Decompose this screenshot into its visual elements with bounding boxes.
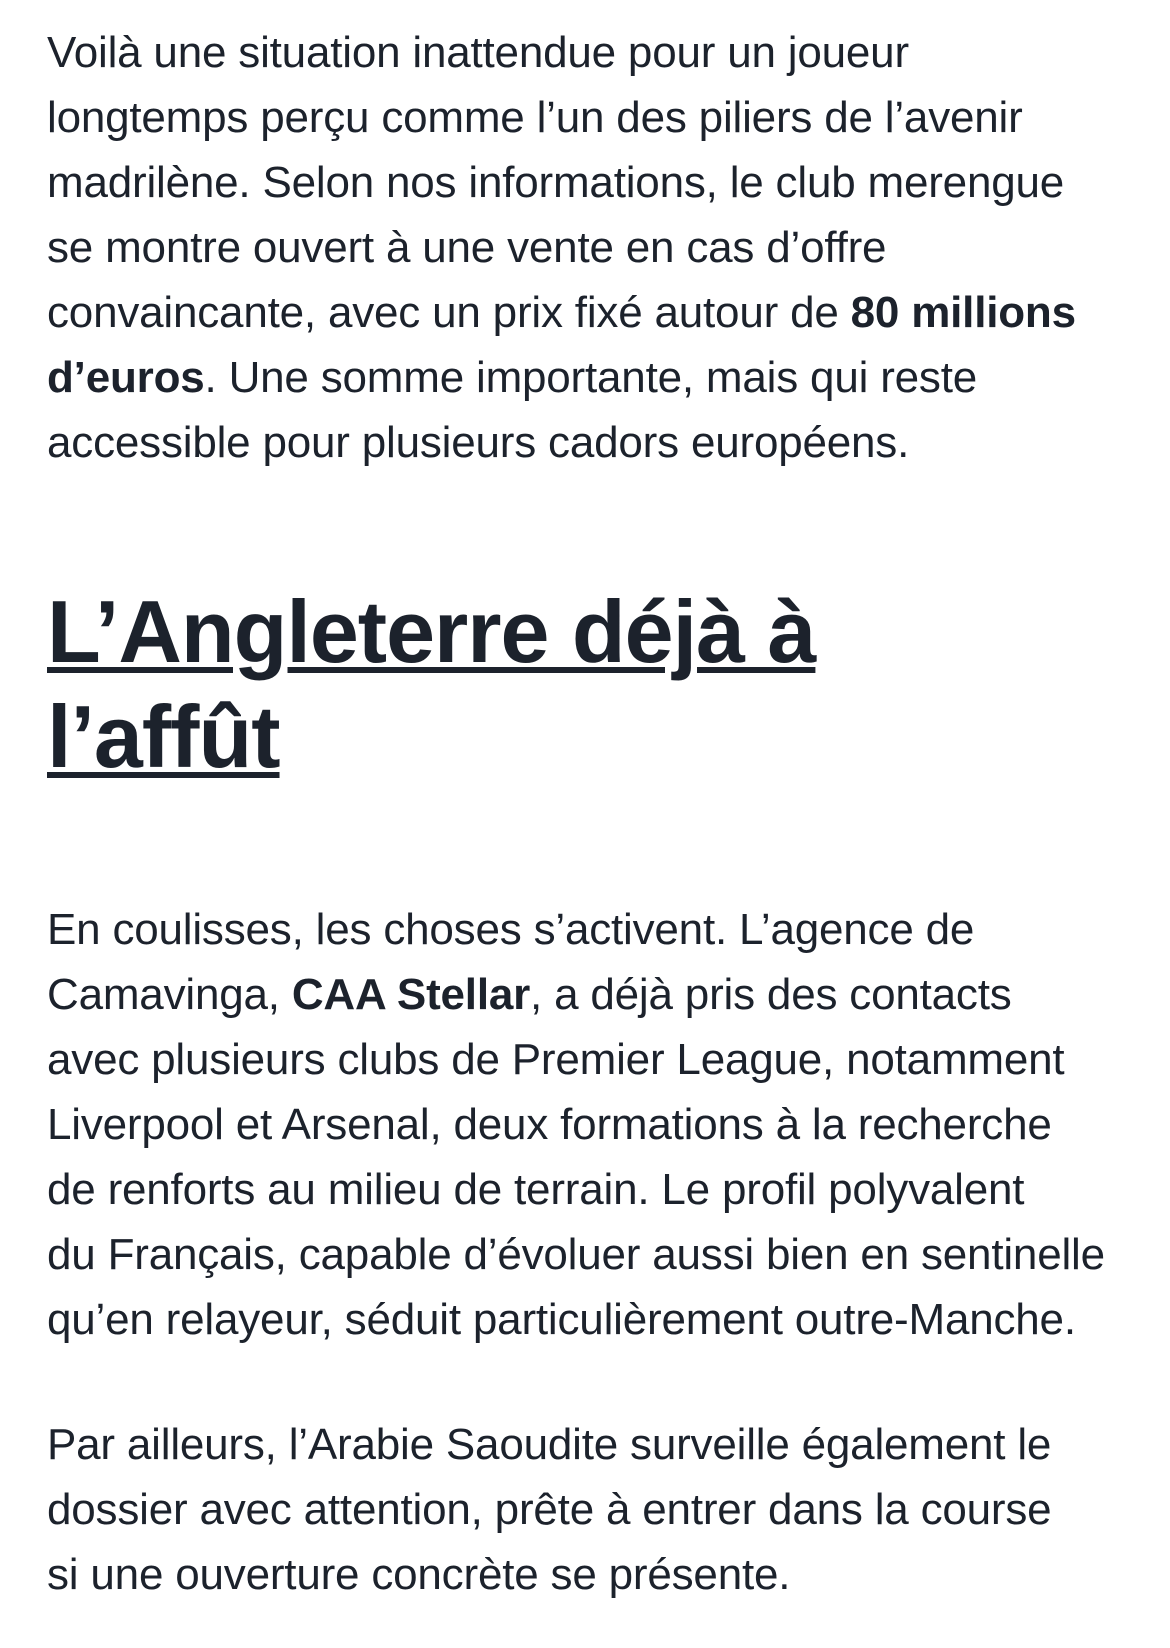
text-segment: madrilène. Selon nos informations, le club merengue (47, 158, 1065, 207)
text-line (47, 1542, 1122, 1607)
text-line (47, 1222, 1122, 1287)
text-segment: si une ouverture concrète se présente. (47, 1550, 791, 1599)
text-segment: du Français, capable d’évoluer aussi bien en sentinelle (47, 1230, 1105, 1279)
text-line (47, 20, 1122, 85)
text-line (47, 85, 1122, 150)
text-segment: Voilà une situation inattendue pour un joueur (47, 28, 909, 77)
text-line (47, 410, 1122, 475)
text-line (47, 1157, 1122, 1222)
saudi-paragraph (47, 1412, 1122, 1607)
text-line (47, 897, 1122, 962)
text-segment: . Une somme importante, mais qui reste (204, 353, 978, 402)
text-segment: L’Angleterre déjà à (47, 582, 816, 681)
text-segment: de renforts au milieu de terrain. Le profil polyvalent (47, 1165, 1025, 1214)
text-line (47, 1287, 1122, 1352)
text-segment: longtemps perçu comme l’un des piliers de l’avenir (47, 93, 1023, 142)
text-segment: Camavinga, (47, 970, 292, 1019)
text-segment: l’affût (47, 687, 280, 786)
text-segment: avec plusieurs clubs de Premier League, notamment (47, 1035, 1065, 1084)
text-segment: Par ailleurs, l’Arabie Saoudite surveille également le (47, 1420, 1052, 1469)
text-line (47, 280, 1122, 345)
text-segment: En coulisses, les choses s’activent. L’agence de (47, 905, 975, 954)
text-segment: accessible pour plusieurs cadors européens. (47, 418, 910, 467)
text-line (47, 962, 1122, 1027)
bold-text-segment: d’euros (47, 353, 205, 402)
text-segment: , a déjà pris des contacts (530, 970, 1012, 1019)
bold-text-segment: CAA Stellar (291, 970, 531, 1019)
text-segment: se montre ouvert à une vente en cas d’offre (47, 223, 887, 272)
text-line (47, 684, 1122, 789)
text-segment: dossier avec attention, prête à entrer dans la course (47, 1485, 1052, 1534)
text-line (47, 1412, 1122, 1477)
text-line (47, 215, 1122, 280)
text-line (47, 1027, 1122, 1092)
bold-text-segment: 80 millions (850, 288, 1076, 337)
intro-paragraph (47, 20, 1122, 475)
text-line (47, 1092, 1122, 1157)
england-paragraph (47, 897, 1122, 1352)
text-line (47, 579, 1122, 684)
text-segment: convaincante, avec un prix fixé autour de (47, 288, 851, 337)
section-heading (47, 579, 1122, 789)
text-segment: qu’en relayeur, séduit particulièrement outre-Manche. (47, 1295, 1076, 1344)
text-line (47, 150, 1122, 215)
text-line (47, 1477, 1122, 1542)
text-segment: Liverpool et Arsenal, deux formations à la recherche (47, 1100, 1052, 1149)
text-line (47, 345, 1122, 410)
